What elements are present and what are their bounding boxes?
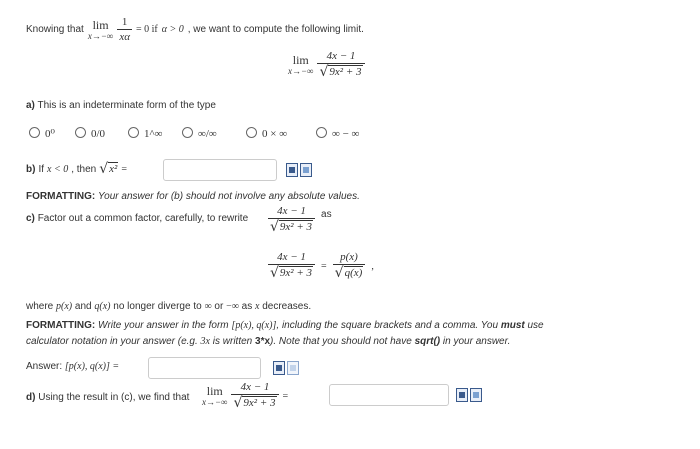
- part-c-answer-label: Answer: [p(x), q(x)] =: [26, 361, 120, 372]
- radio-button[interactable]: [246, 127, 257, 138]
- preview-icon[interactable]: [300, 163, 312, 177]
- part-c-prompt: c) Factor out a common factor, carefully, to rewrite: [26, 213, 249, 224]
- part-b-prompt: b) If x < 0 , then √ x² =: [26, 161, 127, 177]
- main-limit-expression: lim x→−∞ 4x − 1 √ 9x² + 3: [288, 50, 365, 80]
- part-c-inline-fraction: 4x − 1 √ 9x² + 3 as: [270, 205, 332, 235]
- part-c-equation: 4x − 1 √ 9x² + 3 = p(x) √ q(x) ,: [270, 251, 374, 281]
- part-d-answer-input[interactable]: [329, 384, 449, 406]
- intro-limit: lim x→−∞: [87, 17, 114, 41]
- intro-fraction: $\frac{1}{x\alpha}$: [119, 16, 130, 43]
- option-0-times-inf[interactable]: 0 × ∞: [246, 127, 287, 140]
- option-0-power-0[interactable]: 0⁰: [29, 127, 55, 140]
- part-d-expression: lim x→−∞ 4x − 1 √ 9x² + 3 =: [202, 381, 289, 411]
- part-d-prompt: d) Using the result in (c), we find that: [26, 392, 190, 403]
- preview-icon[interactable]: [287, 361, 299, 375]
- option-1-power-inf[interactable]: 1^∞: [128, 127, 163, 140]
- radio-button[interactable]: [75, 127, 86, 138]
- radio-button[interactable]: [182, 127, 193, 138]
- radio-button[interactable]: [29, 127, 40, 138]
- part-c-formatting-line1: FORMATTING: Write your answer in the form [p(x), q(x)], including the square brackets and a comma. You must use: [26, 320, 544, 331]
- part-c-where: where p(x) and q(x) no longer diverge to ∞ or −∞ as x decreases.: [26, 301, 312, 312]
- intro-line: Knowing that lim x→−∞ $\frac{1}{x\alpha}$ = 0 if α > 0 , we want to compute the following limit.: [26, 16, 364, 43]
- part-c-formatting-line2: calculator notation in your answer (e.g. 3x is written 3*x). Note that you should not have sqrt() in your answer.: [26, 336, 511, 347]
- equation-editor-icon[interactable]: [456, 388, 468, 402]
- option-0-over-0[interactable]: 0/0: [75, 127, 105, 140]
- option-inf-over-inf[interactable]: ∞/∞: [182, 127, 217, 140]
- part-a-prompt: a) This is an indeterminate form of the type: [26, 100, 216, 111]
- part-b-formatting: FORMATTING: Your answer for (b) should not involve any absolute values.: [26, 191, 360, 202]
- part-b-answer-input[interactable]: [163, 159, 277, 181]
- part-c-tools: [273, 361, 299, 375]
- part-c-answer-input[interactable]: [148, 357, 261, 379]
- intro-prefix: Knowing that: [26, 24, 84, 35]
- option-inf-minus-inf[interactable]: ∞ − ∞: [316, 127, 359, 140]
- equation-editor-icon[interactable]: [286, 163, 298, 177]
- radio-button[interactable]: [316, 127, 327, 138]
- part-d-tools: [456, 388, 482, 402]
- equation-editor-icon[interactable]: [273, 361, 285, 375]
- radio-button[interactable]: [128, 127, 139, 138]
- part-b-tools: [286, 163, 312, 177]
- preview-icon[interactable]: [470, 388, 482, 402]
